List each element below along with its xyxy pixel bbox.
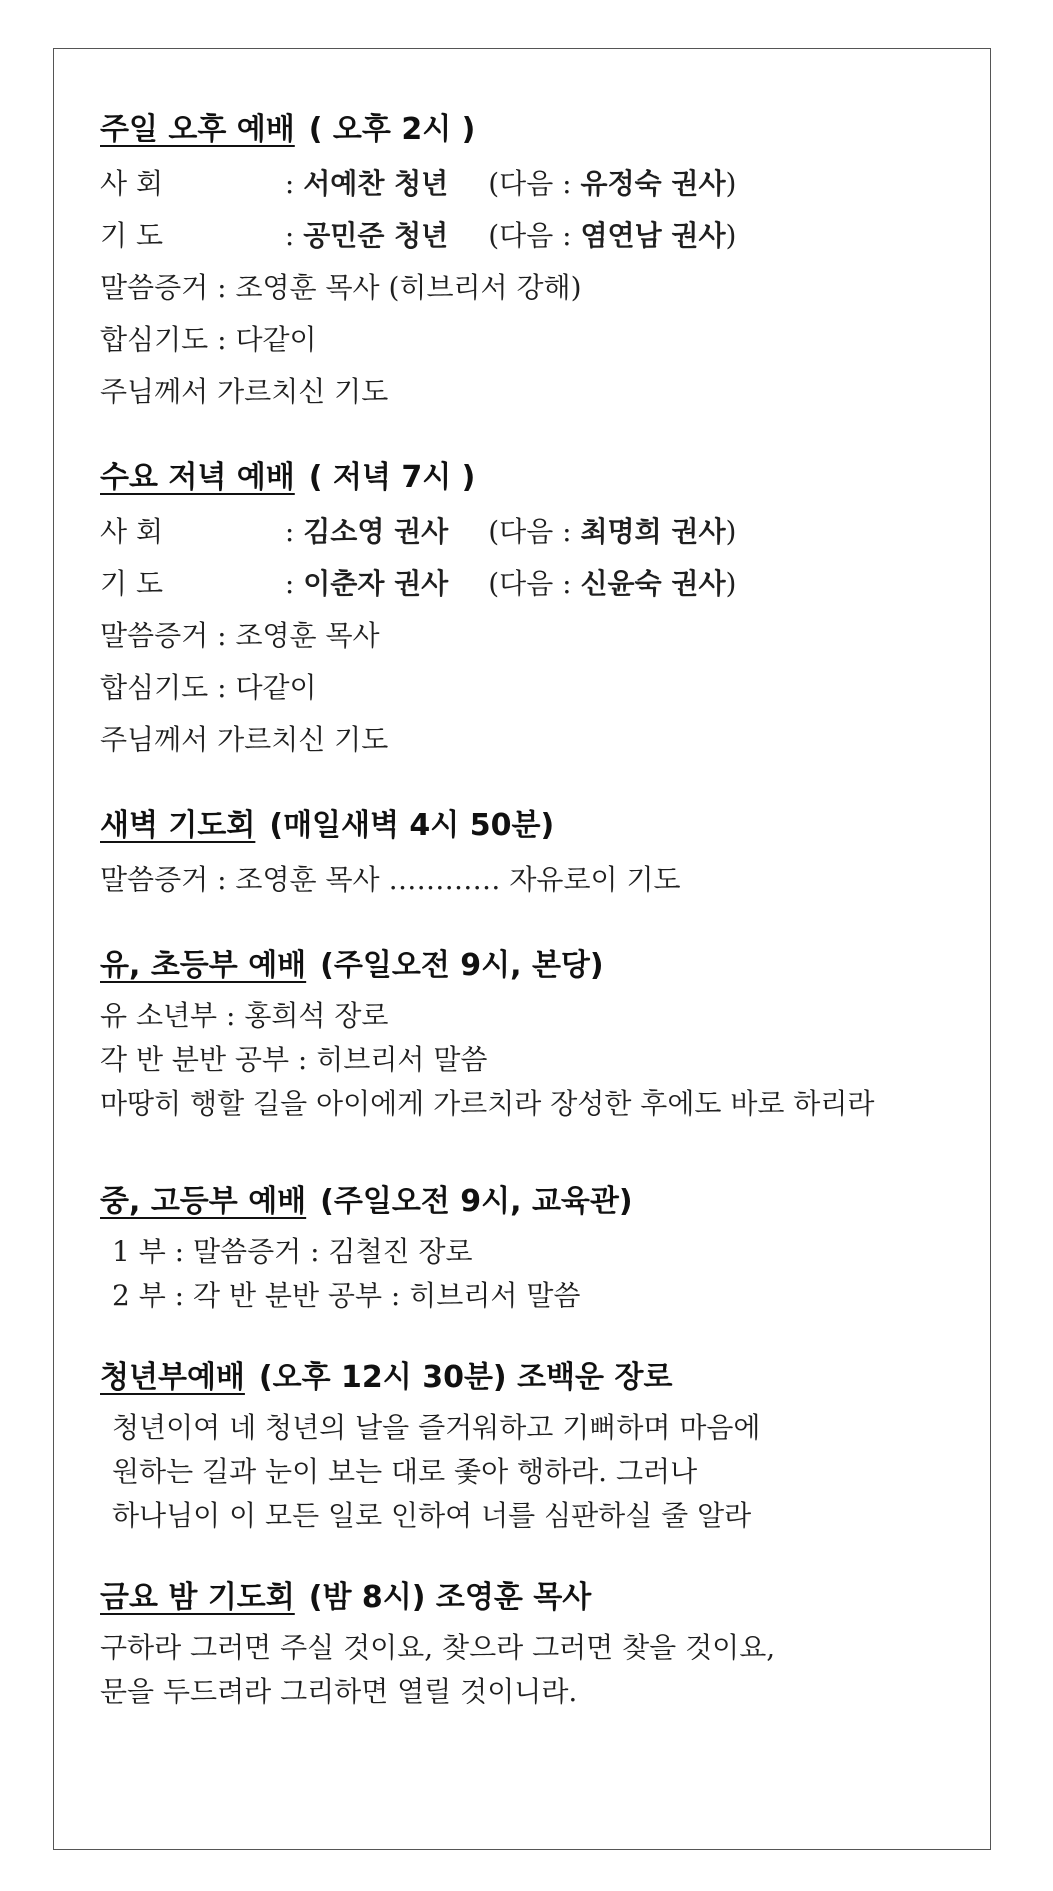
section-wednesday-evening xyxy=(100,458,960,766)
section-title: 중, 고등부 예배 xyxy=(100,1184,307,1219)
prayer-line: 기 도 : 공민준 청년 (다음 : 염연남 권사) xyxy=(100,210,960,262)
section-time: (오후 12시 30분) 조백운 장로 xyxy=(258,1360,673,1395)
young-adult-verse-line: 원하는 길과 눈이 보는 대로 좇아 행하라. 그러나 xyxy=(112,1455,698,1488)
young-adult-verse-line: 하나님이 이 모든 일로 인하여 너를 심판하실 줄 알라 xyxy=(112,1499,752,1532)
friday-verse-line: 구하라 그러면 주실 것이요, 찾으라 그러면 찾을 것이요, xyxy=(100,1631,776,1664)
section-time: ( 저녁 7시 ) xyxy=(308,460,476,495)
section-time: (매일새벽 4시 50분) xyxy=(269,808,555,843)
lords-prayer-line: 주님께서 가르치신 기도 xyxy=(100,375,389,408)
children-leader-line: 유 소년부 : 홍희석 장로 xyxy=(100,999,389,1032)
lords-prayer-line: 주님께서 가르치신 기도 xyxy=(100,723,389,756)
prayer-name: 공민준 청년 xyxy=(303,219,449,252)
sermon-line: 말씀증거 : 조영훈 목사 xyxy=(100,619,380,652)
section-heading xyxy=(100,1182,960,1222)
joint-prayer-line: 합심기도 : 다같이 xyxy=(100,671,317,704)
section-time: ( 오후 2시 ) xyxy=(308,112,476,147)
section-heading xyxy=(100,1358,960,1398)
youth-part1-line: 1 부 : 말씀증거 : 김철진 장로 xyxy=(112,1235,473,1268)
prayer-label: 기 도 xyxy=(100,567,163,600)
section-heading xyxy=(100,806,960,846)
worship-schedule xyxy=(100,110,960,1754)
youth-part2-line: 2 부 : 각 반 분반 공부 : 히브리서 말씀 xyxy=(112,1279,581,1312)
next-prayer-name: 염연남 권사 xyxy=(580,219,726,252)
friday-verse-line: 문을 두드려라 그리하면 열릴 것이니라. xyxy=(100,1675,578,1708)
section-heading xyxy=(100,946,960,986)
host-label: 사 회 xyxy=(100,167,163,200)
joint-prayer-label: 합심기도 xyxy=(100,323,209,356)
joint-prayer-label: 합심기도 xyxy=(100,671,209,704)
joint-prayer-value: 다같이 xyxy=(235,671,317,704)
prayer-line: 기 도 : 이춘자 권사 (다음 : 신윤숙 권사) xyxy=(100,558,960,610)
host-line: 사 회 : 김소영 권사 (다음 : 최명희 권사) xyxy=(100,506,960,558)
section-dawn-prayer xyxy=(100,806,960,906)
section-time: (주일오전 9시, 교육관) xyxy=(320,1184,633,1219)
section-time: (밤 8시) 조영훈 목사 xyxy=(308,1580,592,1615)
host-label: 사 회 xyxy=(100,515,163,548)
section-children xyxy=(100,946,960,1126)
section-title: 수요 저녁 예배 xyxy=(100,460,295,495)
next-suffix: ) xyxy=(725,167,737,200)
children-study-line: 각 반 분반 공부 : 히브리서 말씀 xyxy=(100,1043,488,1076)
section-sunday-afternoon xyxy=(100,110,960,418)
sermon-label: 말씀증거 xyxy=(100,619,209,652)
section-title: 금요 밤 기도회 xyxy=(100,1580,295,1615)
section-time: (주일오전 9시, 본당) xyxy=(320,948,604,983)
section-title: 유, 초등부 예배 xyxy=(100,948,307,983)
host-name: 김소영 권사 xyxy=(303,515,449,548)
next-prefix: (다음 : xyxy=(488,167,572,200)
sermon-value: 조영훈 목사 (히브리서 강해) xyxy=(235,271,582,304)
joint-prayer-value: 다같이 xyxy=(235,323,317,356)
next-suffix: ) xyxy=(725,567,737,600)
children-verse-line: 마땅히 행할 길을 아이에게 가르치라 장성한 후에도 바로 하리라 xyxy=(100,1087,875,1120)
next-prefix: (다음 : xyxy=(488,219,572,252)
section-title: 새벽 기도회 xyxy=(100,808,256,843)
dawn-sermon-line: 말씀증거 : 조영훈 목사 ………… 자유로이 기도 xyxy=(100,863,681,896)
section-title: 주일 오후 예배 xyxy=(100,112,295,147)
section-youth xyxy=(100,1182,960,1318)
prayer-label: 기 도 xyxy=(100,219,163,252)
section-young-adult xyxy=(100,1358,960,1538)
next-prayer-name: 신윤숙 권사 xyxy=(580,567,726,600)
sermon-line: 말씀증거 : 조영훈 목사 (히브리서 강해) xyxy=(100,271,582,304)
next-host-name: 유정숙 권사 xyxy=(580,167,726,200)
section-heading xyxy=(100,1578,960,1618)
next-prefix: (다음 : xyxy=(488,567,572,600)
host-line: 사 회 : 서예찬 청년 (다음 : 유정숙 권사) xyxy=(100,158,960,210)
section-friday-night xyxy=(100,1578,960,1714)
section-heading xyxy=(100,110,960,150)
next-prefix: (다음 : xyxy=(488,515,572,548)
section-heading xyxy=(100,458,960,498)
next-suffix: ) xyxy=(725,515,737,548)
prayer-name: 이춘자 권사 xyxy=(303,567,449,600)
joint-prayer-line: 합심기도 : 다같이 xyxy=(100,323,317,356)
next-suffix: ) xyxy=(725,219,737,252)
section-title: 청년부예배 xyxy=(100,1360,245,1395)
host-name: 서예찬 청년 xyxy=(303,167,449,200)
next-host-name: 최명희 권사 xyxy=(580,515,726,548)
young-adult-verse-line: 청년이여 네 청년의 날을 즐거워하고 기뻐하며 마음에 xyxy=(112,1411,761,1444)
sermon-value: 조영훈 목사 xyxy=(235,619,380,652)
sermon-label: 말씀증거 xyxy=(100,271,209,304)
